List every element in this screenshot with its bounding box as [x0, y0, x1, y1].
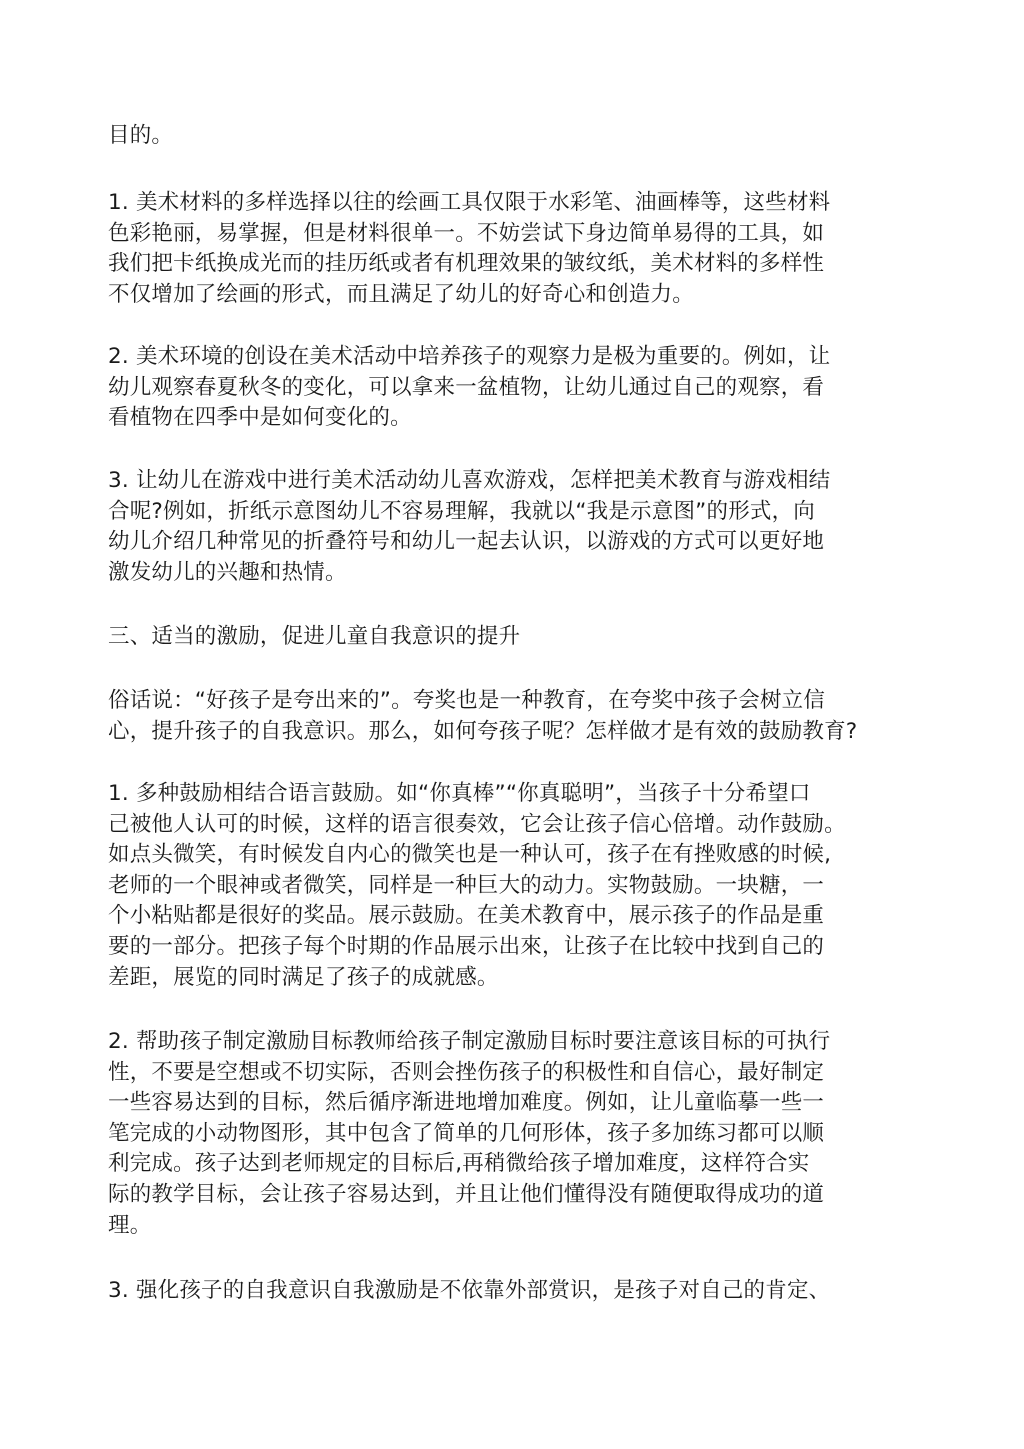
text-line: 幼儿介绍几种常见的折叠符号和幼儿一起去认识，以游戏的方式可以更好地	[108, 529, 825, 555]
paragraph-intro	[108, 121, 908, 152]
section-heading	[108, 622, 908, 653]
text-line: 差距，展览的同时满足了孩子的成就感。	[108, 964, 499, 990]
paragraph-praise	[108, 686, 908, 747]
text-line: 激发幼儿的兴趣和热情。	[108, 559, 347, 585]
text-line: 际的教学目标，会让孩子容易达到，并且让他们懂得没有随便取得成功的道	[108, 1181, 825, 1207]
text-line: 1. 多种鼓励相结合语言鼓励。如“你真棒”“你真聪明”，当孩子十分希望口	[108, 781, 811, 806]
paragraph-art-materials	[108, 188, 908, 310]
text-line: 不仅增加了绘画的形式，而且满足了幼儿的好奇心和创造力。	[108, 281, 694, 307]
text-line: 理。	[108, 1212, 152, 1238]
text-line: 1. 美术材料的多样选择以往的绘画工具仅限于水彩笔、油画棒等，这些材料	[108, 190, 831, 215]
text-line: 笔完成的小动物图形，其中包含了简单的几何形体，孩子多加练习都可以顺	[108, 1120, 825, 1146]
paragraph-encouragement	[108, 779, 908, 993]
text-line: 目的。	[108, 123, 174, 148]
text-line: 己被他人认可的时候，这样的语言很奏效，它会让孩子信心倍增。动作鼓励。	[108, 811, 846, 837]
text-line: 看植物在四季中是如何变化的。	[108, 405, 412, 431]
text-line: 俗话说：“好孩子是夸出来的”。夸奖也是一种教育，在夸奖中孩子会树立信	[108, 688, 826, 713]
text-line: 色彩艳丽，易掌握，但是材料很单一。不妨尝试下身边简单易得的工具，如	[108, 220, 825, 246]
text-line: 要的一部分。把孩子每个时期的作品展示出來，让孩子在比较中找到自己的	[108, 933, 825, 959]
text-line: 幼儿观察春夏秋冬的变化，可以拿来一盆植物，让幼儿通过自己的观察，看	[108, 374, 825, 400]
text-line: 2. 帮助孩子制定激励目标教师给孩子制定激励目标时要注意该目标的可执行	[108, 1029, 831, 1054]
text-line: 利完成。孩子达到老师规定的目标后,再稍微给孩子增加难度，这样符合实	[108, 1151, 810, 1177]
text-line: 个小粘贴都是很好的奖品。展示鼓励。在美术教育中，展示孩子的作品是重	[108, 903, 825, 929]
text-line: 三、适当的激励，促进儿童自我意识的提升	[108, 624, 521, 649]
text-line: 2. 美术环境的创设在美术活动中培养孩子的观察力是极为重要的。例如，让	[108, 344, 831, 369]
paragraph-self-awareness	[108, 1276, 908, 1307]
text-line: 一些容易达到的目标，然后循序渐进地增加难度。例如，让儿童临摹一些一	[108, 1090, 825, 1116]
text-line: 心，提升孩子的自我意识。那么，如何夸孩子呢？怎样做才是有效的鼓励教育?	[108, 718, 858, 744]
text-line: 如点头微笑，有时候发自内心的微笑也是一种认可，孩子在有挫败感的时候,	[108, 842, 832, 868]
paragraph-games	[108, 466, 908, 588]
text-line: 3. 让幼儿在游戏中进行美术活动幼儿喜欢游戏，怎样把美术教育与游戏相结	[108, 468, 831, 493]
text-line: 合呢?例如，折纸示意图幼儿不容易理解，我就以“我是示意图”的形式，向	[108, 498, 815, 524]
paragraph-goals	[108, 1027, 908, 1241]
paragraph-art-environment	[108, 342, 908, 434]
text-line: 老师的一个眼神或者微笑，同样是一种巨大的动力。实物鼓励。一块糖，一	[108, 872, 825, 898]
text-line: 性，不要是空想或不切实际，否则会挫伤孩子的积极性和自信心，最好制定	[108, 1059, 825, 1085]
text-line: 我们把卡纸换成光而的挂历纸或者有机理效果的皱纹纸，美术材料的多样性	[108, 251, 825, 277]
text-line: 3. 强化孩子的自我意识自我激励是不依靠外部赏识，是孩子对自己的肯定、	[108, 1278, 831, 1303]
